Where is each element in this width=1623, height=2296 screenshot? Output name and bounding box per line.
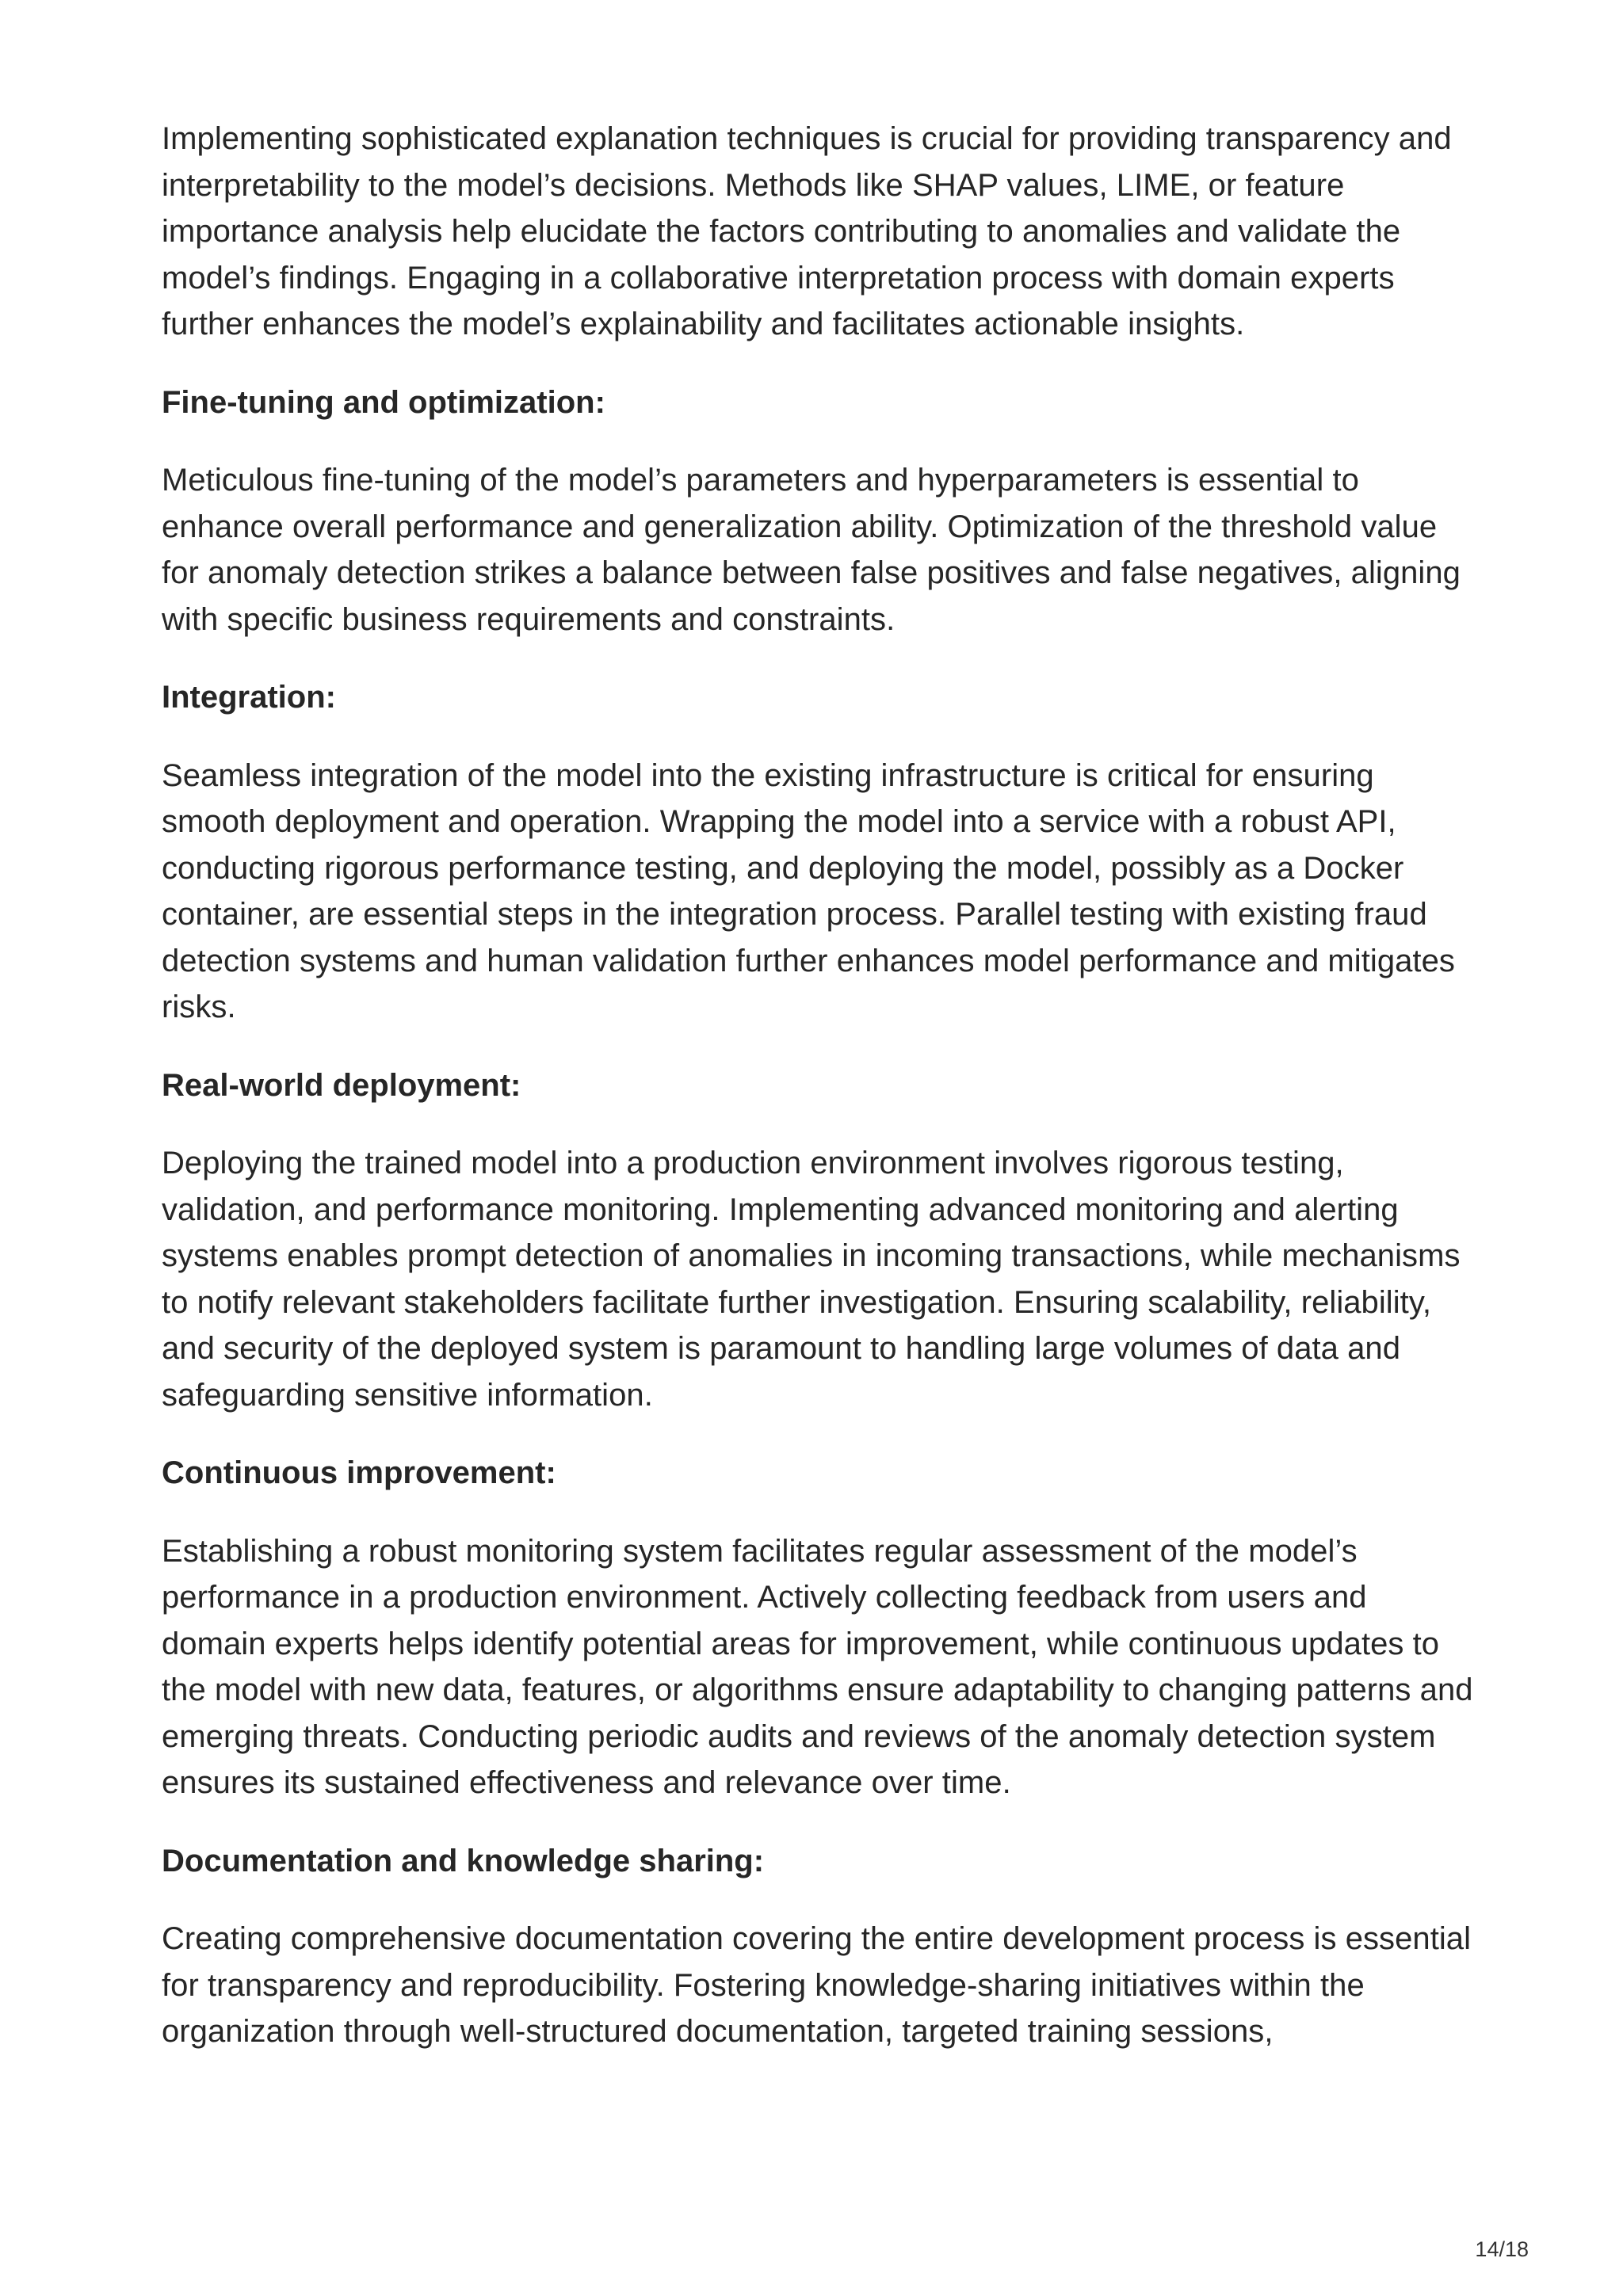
- heading-fine-tuning: Fine-tuning and optimization:: [162, 384, 605, 420]
- heading-integration: Integration:: [162, 680, 336, 715]
- page-number: 14/18: [1475, 2237, 1529, 2261]
- heading-continuous-improvement: Continuous improvement:: [162, 1455, 556, 1490]
- paragraph-integration: Seamless integration of the model into the existing infrastructure is critical for ensuring smooth deployment and operation. Wrapping the model into a service with a robust API, conducting rigorous performance testing, and deploying the model, possibly as a Docker container, are essential steps in the integration process. Parallel testing with existing fraud detection systems and human validation further enhances model performance and mitigates risks.: [162, 757, 1455, 1024]
- heading-documentation: Documentation and knowledge sharing:: [162, 1843, 765, 1878]
- paragraph-explanation-techniques: Implementing sophisticated explanation techniques is crucial for providing transparency and interpretability to the model’s decisions. Methods like SHAP values, LIME, or feature importance analysis help elucidate the factors contributing to anomalies and validate the model’s findings. Engaging in a collaborative interpretation process with domain experts further enhances the model’s explainability and facilitates actionable insights.: [162, 121, 1452, 341]
- paragraph-documentation: Creating comprehensive documentation covering the entire development process is essential for transparency and reproducibility. Fostering knowledge-sharing initiatives within the organization through well-structured documentation, targeted training sessions,: [162, 1921, 1472, 2049]
- paragraph-continuous-improvement: Establishing a robust monitoring system facilitates regular assessment of the model’s performance in a production environment. Actively collecting feedback from users and domain experts helps identify potential areas for improvement, while continuous updates to the model with new data, features, or algorithms ensure adaptability to changing patterns and emerging threats. Conducting periodic audits and reviews of the anomaly detection system ensures its sustained effectiveness and relevance over time.: [162, 1533, 1473, 1800]
- page-content: [162, 116, 1477, 2087]
- heading-real-world-deployment: Real-world deployment:: [162, 1067, 521, 1103]
- paragraph-fine-tuning: Meticulous fine-tuning of the model’s parameters and hyperparameters is essential to enhance overall performance and generalization ability. Optimization of the threshold value for anomaly detection strikes a balance between false positives and false negatives, aligning with specific business requirements and constraints.: [162, 463, 1461, 637]
- paragraph-real-world-deployment: Deploying the trained model into a production environment involves rigorous testing, validation, and performance monitoring. Implementing advanced monitoring and alerting systems enables prompt detection of anomalies in incoming transactions, while mechanisms to notify relevant stakeholders facilitate further investigation. Ensuring scalability, reliability, and security of the deployed system is paramount to handling large volumes of data and safeguarding sensitive information.: [162, 1146, 1461, 1413]
